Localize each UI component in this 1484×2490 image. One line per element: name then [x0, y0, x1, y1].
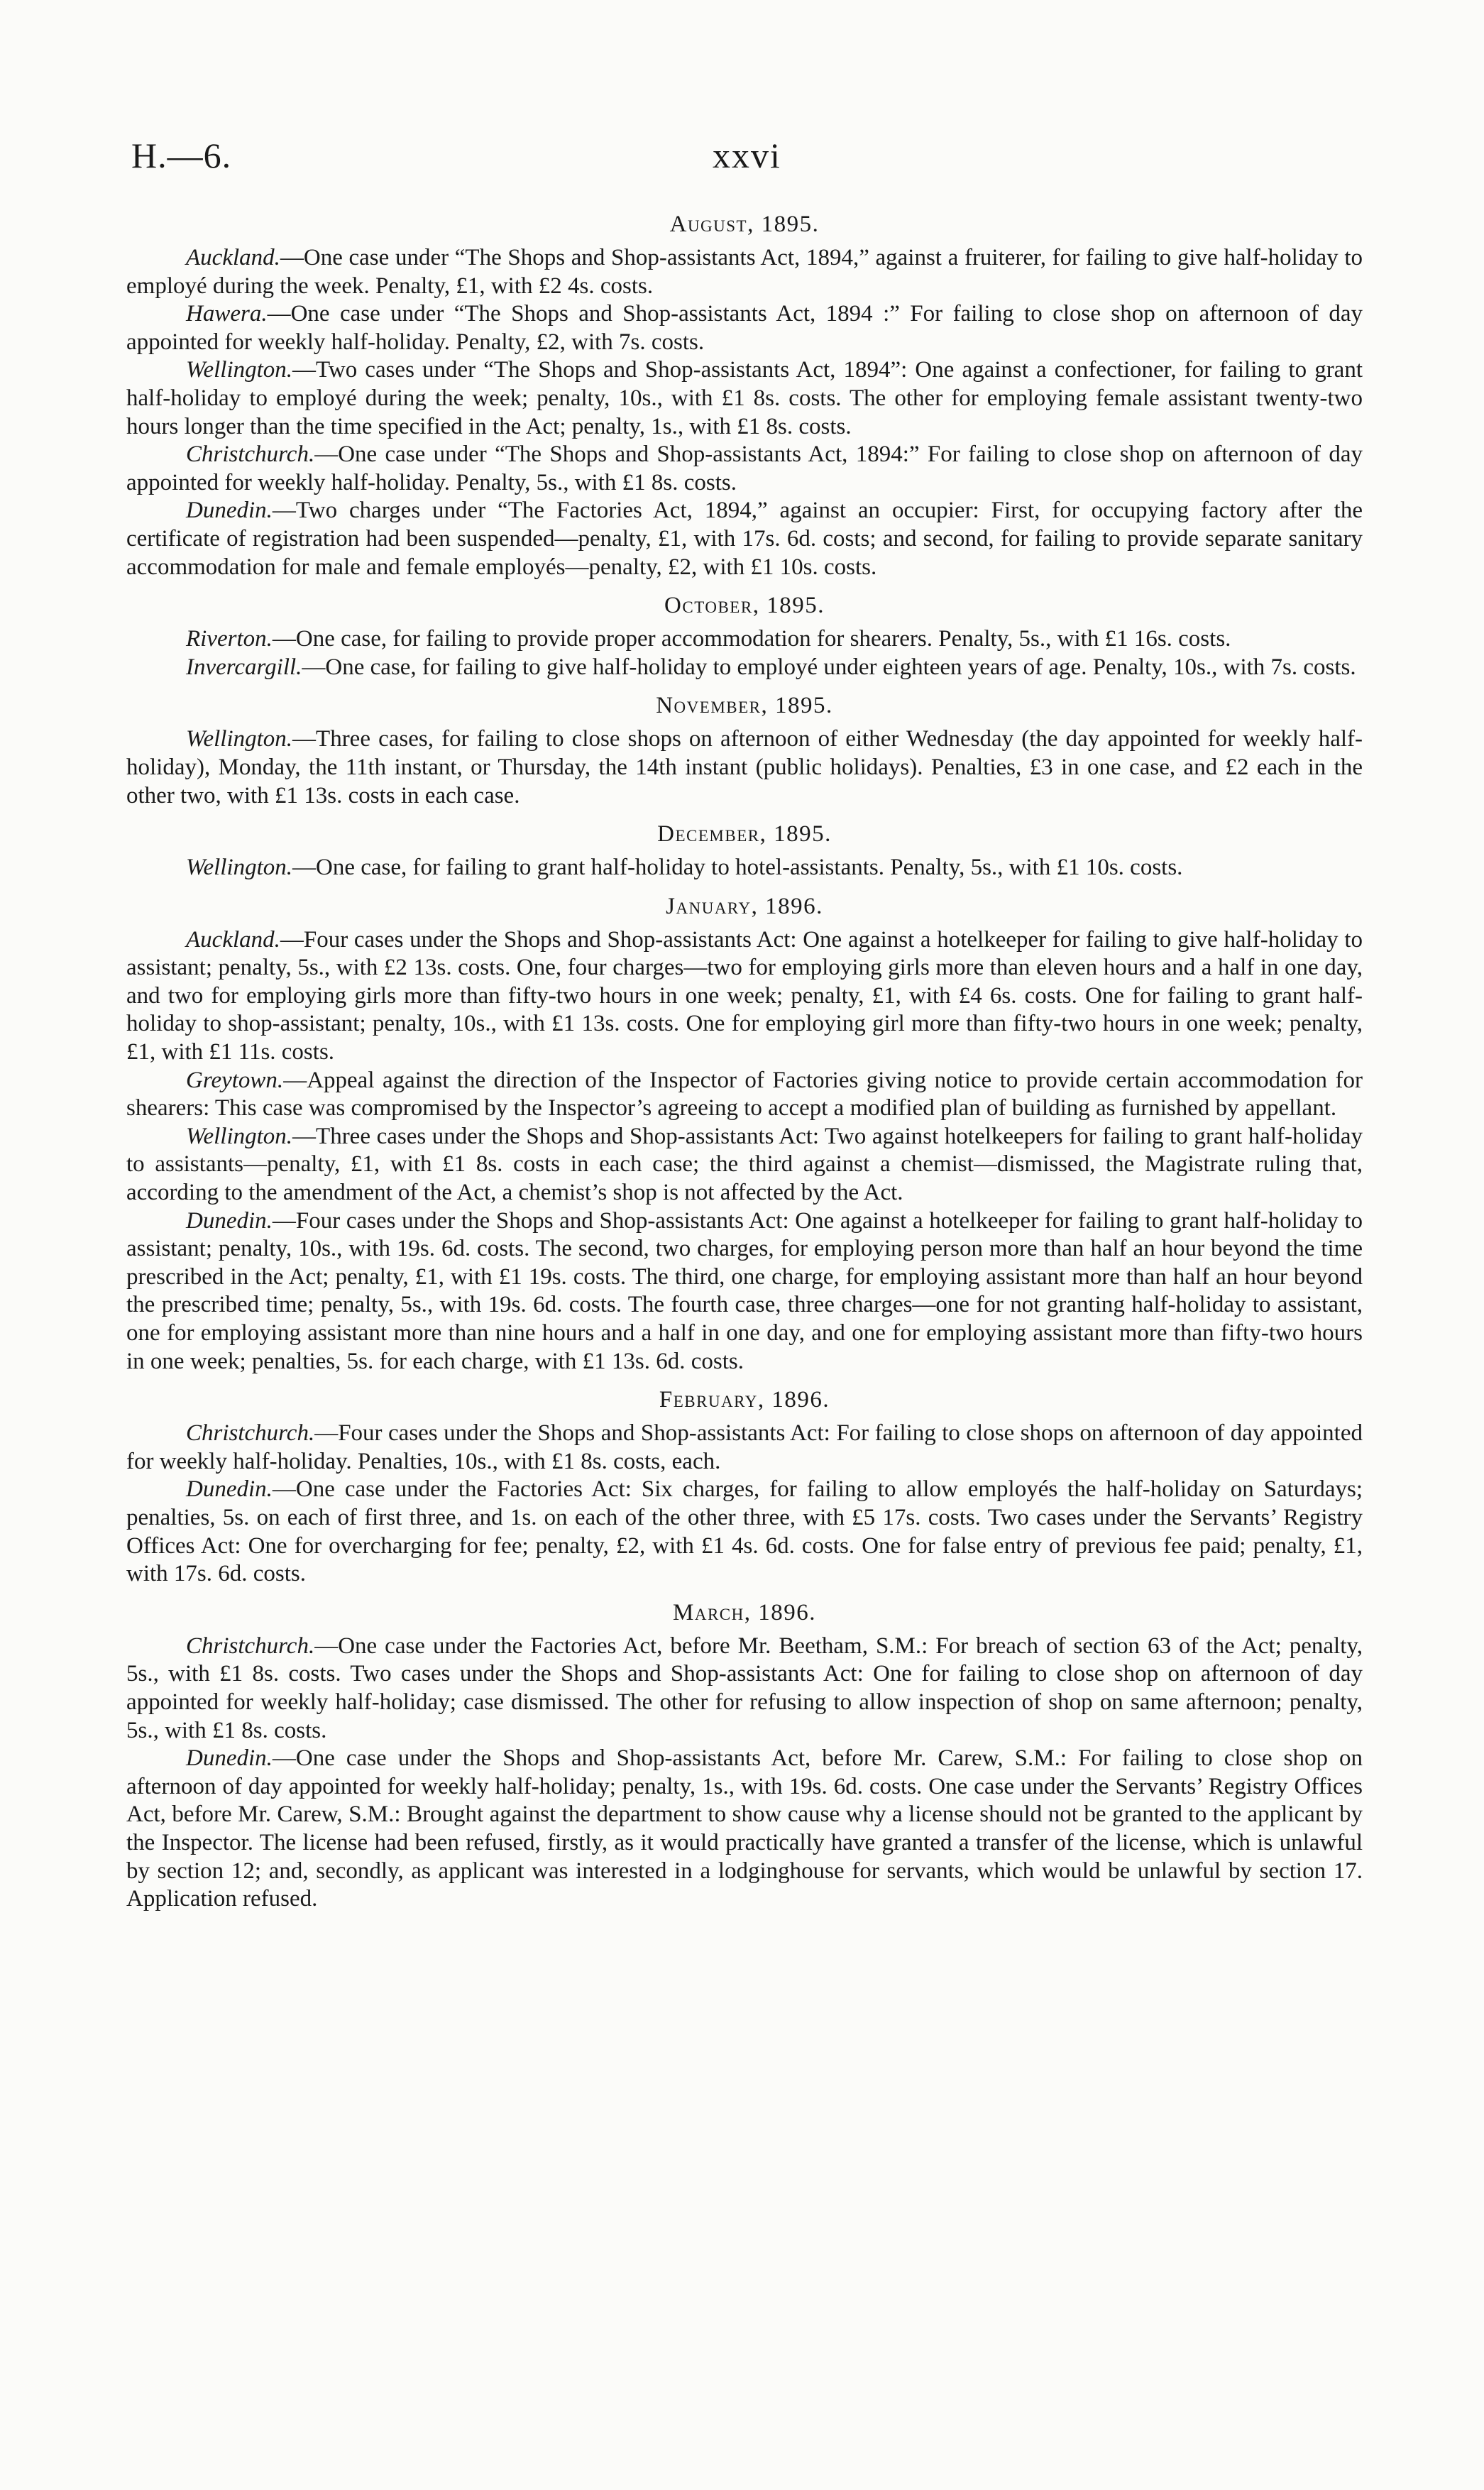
- page-number: xxvi: [713, 136, 781, 175]
- case-entry: [126, 1123, 1363, 1207]
- court-cases-report: [126, 200, 1363, 1914]
- case-text: —Three cases, for failing to close shops on afternoon of either Wednesday (the day appointed for weekly half-holiday), Monday, the 11th instant, or Thursday, the 14th instant (public holidays). Penalties, £3 in one case, and £2 each in the other two, with £1 13s. costs in each case.: [126, 726, 1363, 808]
- case-text: —Two charges under “The Factories Act, 1894,” against an occupier: First, for occupying factory after the certificate of registration had been suspended—penalty, £1, with 17s. 6d. costs; and second, for failing to provide separate sanitary accommodation for male and female employés—penalty, £2, with £1 10s. costs.: [126, 498, 1363, 580]
- case-text: —Four cases under the Shops and Shop-assistants Act: For failing to close shops on afternoon of day appointed for weekly half-holiday. Penalties, 10s., with £1 8s. costs, each.: [126, 1420, 1363, 1474]
- case-text: —Appeal against the direction of the Inspector of Factories giving notice to provide certain accommodation for shearers: This case was compromised by the Inspector’s agreeing to accept a modified plan of building as furnished by appellant.: [126, 1067, 1363, 1121]
- place-name: Wellington.: [186, 1123, 293, 1149]
- month-heading: August, 1895.: [669, 212, 820, 237]
- case-text: —One case, for failing to give half-holiday to employé under eighteen years of age. Penalty, 10s., with 7s. costs.: [302, 654, 1356, 680]
- month-heading: December, 1895.: [657, 821, 832, 848]
- place-name: Invercargill.: [186, 654, 302, 680]
- case-entry: [126, 300, 1363, 356]
- case-entry: [126, 1420, 1363, 1476]
- place-name: Christchurch.: [186, 1633, 315, 1659]
- place-name: Dunedin.: [186, 498, 273, 524]
- month-section: [126, 818, 1363, 882]
- case-entry: [126, 356, 1363, 441]
- place-name: Dunedin.: [186, 1745, 273, 1772]
- month-section: [126, 209, 1363, 581]
- case-text: —Four cases under the Shops and Shop-assistants Act: One against a hotelkeeper for failing to grant half-holiday to assistant; penalty, 10s., with 19s. 6d. costs. The second, two charges, for employing person more than half an hour beyond the time prescribed in the Act; penalty, £1, with £1 19s. costs. The third, one charge, for employing assistant more than half an hour beyond the prescribed time; penalty, 5s., with 19s. 6d. costs. The fourth case, three charges—one for not granting half-holiday to assistant, one for employing assistant more than nine hours and a half in one day, and one for employing assistant more than fifty-two hours in one week; penalties, 5s. for each charge, with £1 13s. 6d. costs.: [126, 1207, 1363, 1374]
- place-name: Hawera.: [186, 301, 268, 327]
- case-entry: [126, 1633, 1363, 1745]
- case-entry: [126, 497, 1363, 581]
- place-name: Wellington.: [186, 855, 293, 881]
- case-entry: [126, 1067, 1363, 1123]
- month-section: [126, 590, 1363, 681]
- place-name: Greytown.: [186, 1067, 284, 1093]
- month-section: [126, 690, 1363, 810]
- case-entry: [126, 625, 1363, 654]
- place-name: Dunedin.: [186, 1207, 273, 1234]
- place-name: Auckland.: [186, 245, 280, 270]
- month-heading: January, 1896.: [666, 893, 823, 919]
- case-text: —One case under the Shops and Shop-assistants Act, before Mr. Carew, S.M.: For failing to close shop on afternoon of day appointed for weekly half-holiday; penalty, 1s., with 19s. 6d. costs. One case under the Servants’ Registry Offices Act, before Mr. Carew, S.M.: Brought against the department to show cause why a license should not be granted to the applicant by the Inspector. The license had been refused, firstly, as it would practically have granted a transfer of the license, which is unlawful by section 12; and, secondly, as applicant was interested in a lodginghouse for servants, which would be unlawful by section 17. Application refused.: [126, 1745, 1363, 1912]
- case-entry: [126, 441, 1363, 497]
- case-entry: [126, 1207, 1363, 1376]
- month-section: [126, 891, 1363, 1376]
- case-text: —One case under “The Shops and Shop-assistants Act, 1894 :” For failing to close shop on afternoon of day appointed for weekly half-holiday. Penalty, £2, with 7s. costs.: [126, 301, 1363, 355]
- case-text: —One case, for failing to provide proper accommodation for shearers. Penalty, 5s., with £1 16s. costs.: [272, 626, 1231, 652]
- case-entry: [126, 854, 1363, 882]
- place-name: Dunedin.: [186, 1476, 273, 1503]
- month-heading: March, 1896.: [673, 1599, 816, 1625]
- page-header: [131, 135, 1363, 185]
- case-text: —Three cases under the Shops and Shop-assistants Act: Two against hotelkeepers for failing to grant half-holiday to assistants—penalty, £1, with £1 8s. costs in each case; the third against a chemist—dismissed, the Magistrate ruling that, according to the amendment of the Act, a chemist’s shop is not affected by the Act.: [126, 1123, 1363, 1206]
- month-heading: October, 1895.: [664, 593, 825, 619]
- month-heading: November, 1895.: [656, 693, 833, 719]
- case-entry: [126, 1745, 1363, 1914]
- place-name: Riverton.: [186, 626, 273, 652]
- document-reference: H.—6.: [131, 136, 232, 175]
- case-entry: [126, 654, 1363, 682]
- month-heading: February, 1896.: [659, 1387, 830, 1413]
- place-name: Christchurch.: [186, 1420, 315, 1447]
- case-text: —One case under “The Shops and Shop-assistants Act, 1894:” For failing to close shop on afternoon of day appointed for weekly half-holiday. Penalty, 5s., with £1 8s. costs.: [126, 441, 1363, 495]
- case-entry: [126, 244, 1363, 300]
- case-text: —One case under “The Shops and Shop-assistants Act, 1894,” against a fruiterer, for failing to give half-holiday to employé during the week. Penalty, £1, with £2 4s. costs.: [126, 245, 1363, 299]
- place-name: Auckland.: [186, 926, 280, 953]
- place-name: Wellington.: [186, 726, 293, 752]
- case-text: —One case under the Factories Act: Six charges, for failing to allow employés the half-holiday on Saturdays; penalties, 5s. on each of first three, and 1s. on each of the other three, with £5 17s. costs. Two cases under the Servants’ Registry Offices Act: One for overcharging for fee; penalty, £2, with £1 4s. 6d. costs. One for false entry of previous fee paid; penalty, £1, with 17s. 6d. costs.: [126, 1476, 1363, 1587]
- case-text: —One case under the Factories Act, before Mr. Beetham, S.M.: For breach of section 63 of the Act; penalty, 5s., with £1 8s. costs. Two cases under the Shops and Shop-assistants Act: One for failing to close shop on afternoon of day appointed for weekly half-holiday; case dismissed. The other for refusing to allow inspection of shop on same afternoon; penalty, 5s., with £1 8s. costs.: [126, 1633, 1363, 1743]
- month-section: [126, 1597, 1363, 1914]
- place-name: Christchurch.: [186, 441, 315, 468]
- place-name: Wellington.: [186, 357, 293, 383]
- case-text: —Two cases under “The Shops and Shop-assistants Act, 1894”: One against a confectioner, for failing to grant half-holiday to employé during the week; penalty, 10s., with £1 8s. costs. The other for employing female assistant twenty-two hours longer than the time specified in the Act; penalty, 1s., with £1 8s. costs.: [126, 357, 1363, 439]
- case-text: —Four cases under the Shops and Shop-assistants Act: One against a hotelkeeper for failing to give half-holiday to assistant; penalty, 5s., with £2 13s. costs. One, four charges—two for employing girls more than eleven hours and a half in one day, and two for employing girls more than fifty-two hours in one week; penalty, £1, with £4 6s. costs. One for failing to grant half-holiday to shop-assistant; penalty, 10s., with £1 13s. costs. One for employing girl more than fifty-two hours in one week; penalty, £1, with £1 11s. costs.: [126, 926, 1363, 1065]
- case-text: —One case, for failing to grant half-holiday to hotel-assistants. Penalty, 5s., with £1 10s. costs.: [292, 855, 1183, 881]
- case-entry: [126, 926, 1363, 1067]
- month-section: [126, 1384, 1363, 1589]
- case-entry: [126, 1476, 1363, 1588]
- case-entry: [126, 725, 1363, 810]
